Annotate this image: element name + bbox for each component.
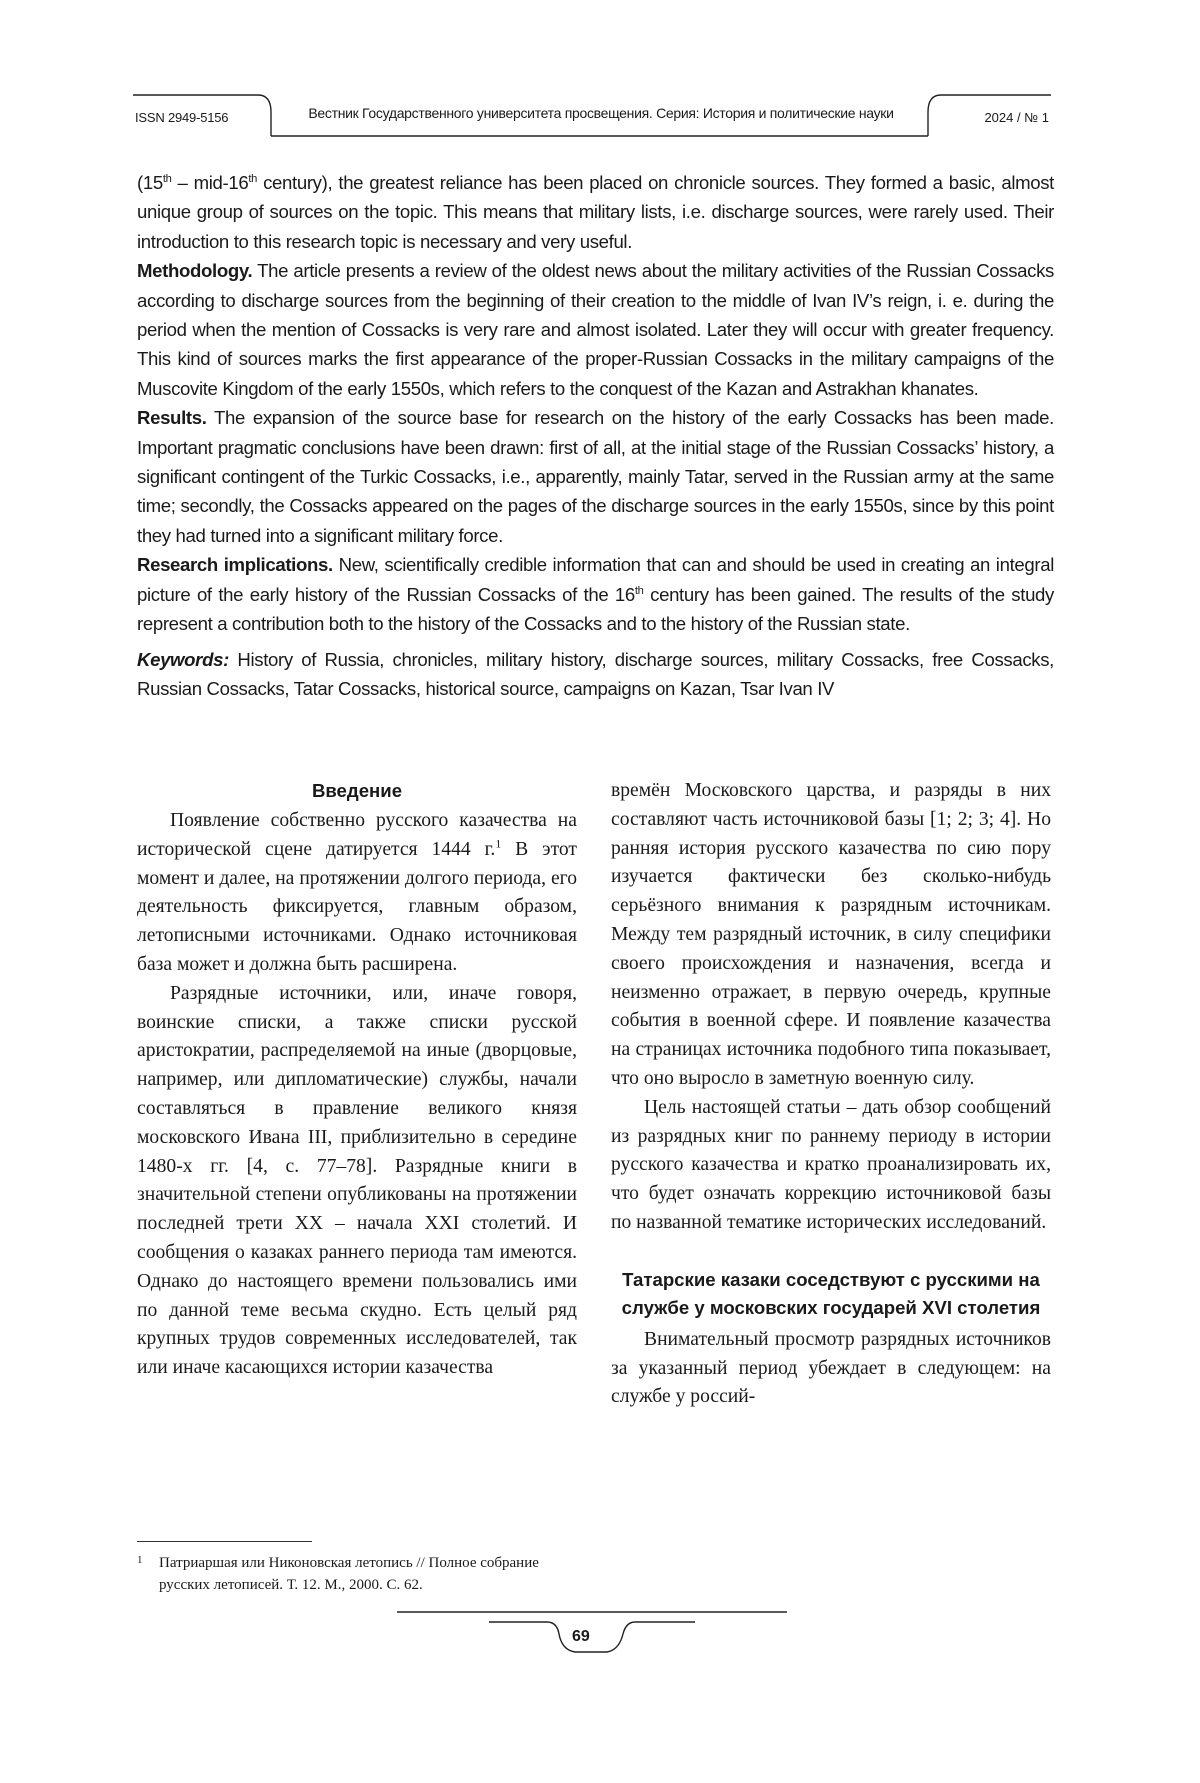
paragraph: Появление собственно русского казачества на исторической сцене датируется 1444 г.$^1$ В этот момент и далее, на протяжении долгого периода, его деятельность фиксируется, главным образом, летописными источниками. Однако источниковая база может и должна быть расширена. [137, 810, 577, 975]
abstract [137, 168, 1054, 703]
results [137, 403, 1054, 550]
methodology-text: The article presents a review of the oldest news about the military activities of the Russian Cossacks according to discharge sources from the beginning of their creation to the middle of Ivan IV’s reign, i. e. during the period when the mention of Cossacks is very rare and almost isolated. Later they will occur with greater frequency. This kind of sources marks the first appearance of the proper-Russian Cossacks in the military campaigns of the Muscovite Kingdom of the early 1550s, which refers to the conquest of the Kazan and Astrakhan khanates. [137, 260, 1054, 399]
keywords [137, 645, 1054, 704]
implications-label: Research implications. [137, 554, 333, 576]
right-column [611, 777, 1051, 1412]
results-label: Results. [137, 407, 207, 429]
journal-title: Вестник Государственного университета просвещения. Серия: История и политические науки [308, 105, 894, 121]
methodology [137, 256, 1054, 403]
implications-text-b: century has been gained. The results of the study represent a contribution both to the history of the Cossacks and to the history of the Russian state. [137, 583, 1054, 635]
abstract-intro: (15th – mid-16th century), the greatest reliance has been placed on chronicle sources. They formed a basic, almost unique group of sources on the topic. This means that military lists, i.e. discharge sources, were rarely used. Their introduction to this research topic is necessary and very useful. [137, 172, 1054, 252]
footnote-text: Патриаршая или Никоновская летопись // Полное собрание русских летописей. Т. 12. М., 2000. С. 62. [159, 1555, 539, 1593]
methodology-label: Methodology. [137, 260, 253, 282]
footnote [137, 1552, 582, 1596]
footnote-number: 1 [137, 1554, 143, 1566]
issue-number: 2024 / № 1 [984, 110, 1049, 125]
paragraph: Внимательный просмотр разрядных источников за указанный период убеждает в следующем: на службе у россий- [611, 1328, 1051, 1408]
issn: ISSN 2949-5156 [135, 110, 229, 125]
paragraph: Цель настоящей статьи – дать обзор сообщений из разрядных книг по раннему периоду в истории русского казачества и кратко проанализировать их, что будет означать коррекцию источниковой базы по названной тематике исторических исследований. [611, 1096, 1051, 1233]
page-number: 69 [572, 1628, 590, 1645]
page-number-frame [397, 1606, 787, 1666]
keywords-text: History of Russia, chronicles, military history, discharge sources, military Cossacks, free Cossacks, Russian Cossacks, Tatar Cossacks, historical source, campaigns on Kazan, Tsar Ivan IV [137, 648, 1054, 699]
results-text: The expansion of the source base for research on the history of the early Cossacks has been made. Important pragmatic conclusions have been drawn: first of all, at the initial stage of the Russian Cossacks’ history, a significant contingent of the Turkic Cossacks, i.e., apparently, mainly Tatar, served in the Russian army at the same time; secondly, the Cossacks appeared on the pages of the discharge sources in the early 1550s, since by this point they had turned into a significant military force. [137, 407, 1054, 546]
research-implications: Research implications. New, scientifically credible information that can and should be used in creating an integral picture of the early history of the Russian Cossacks of the 16th century has been gained. The results of the study represent a contribution both to the history of the Cossacks and to the history of the Russian state. [137, 554, 1054, 635]
footnote-divider [137, 1541, 312, 1542]
left-column [137, 777, 577, 1383]
page-footer [397, 1606, 787, 1666]
paragraph: времён Московского царства, и разряды в них составляют часть источниковой базы [1; 2; 3; 4]. Но ранняя история русского казачества по сию пору изучается фактически без сколько-нибудь серьёзного внимания к разрядным источникам. Между тем разрядный источник, в силу специфики своего происхождения и назначения, всегда и неизменно отражает, в первую очередь, крупные события в военной сфере. И появление казачества на страницах источника подобного типа показывает, что оно выросло в заметную военную силу. [611, 780, 1051, 1089]
keywords-label: Keywords: [137, 648, 229, 670]
section-heading-introduction: Введение [311, 780, 403, 801]
footnote-ref[interactable]: 1 [495, 837, 502, 851]
running-header [133, 92, 1051, 138]
implications-text-a: New, scientifically credible information that can and should be used in creating an integral picture of the early history of the Russian Cossacks of the 16 [137, 554, 1054, 605]
paragraph: Разрядные источники, или, иначе говоря, воинские списки, а также списки русской аристократии, распределяемой на иные (дворцовые, например, или дипломатические) службы, начали составляться в правление великого князя московского Ивана III, приблизительно в середине 1480-х гг. [4, с. 77–78]. Разрядные книги в значительной степени опубликованы на протяжении последней трети XX – начала XXI столетий. И сообщения о казаках раннего периода там имеются. Однако до настоящего времени пользовались ими по данной теме весьма скудно. Есть целый ряд крупных трудов современных исследователей, так или иначе касающихся истории казачества [137, 982, 577, 1379]
section-heading-tatar-cossacks: Татарские казаки соседствуют с русскими на службе у московских государей XVI столетия [621, 1268, 1041, 1318]
